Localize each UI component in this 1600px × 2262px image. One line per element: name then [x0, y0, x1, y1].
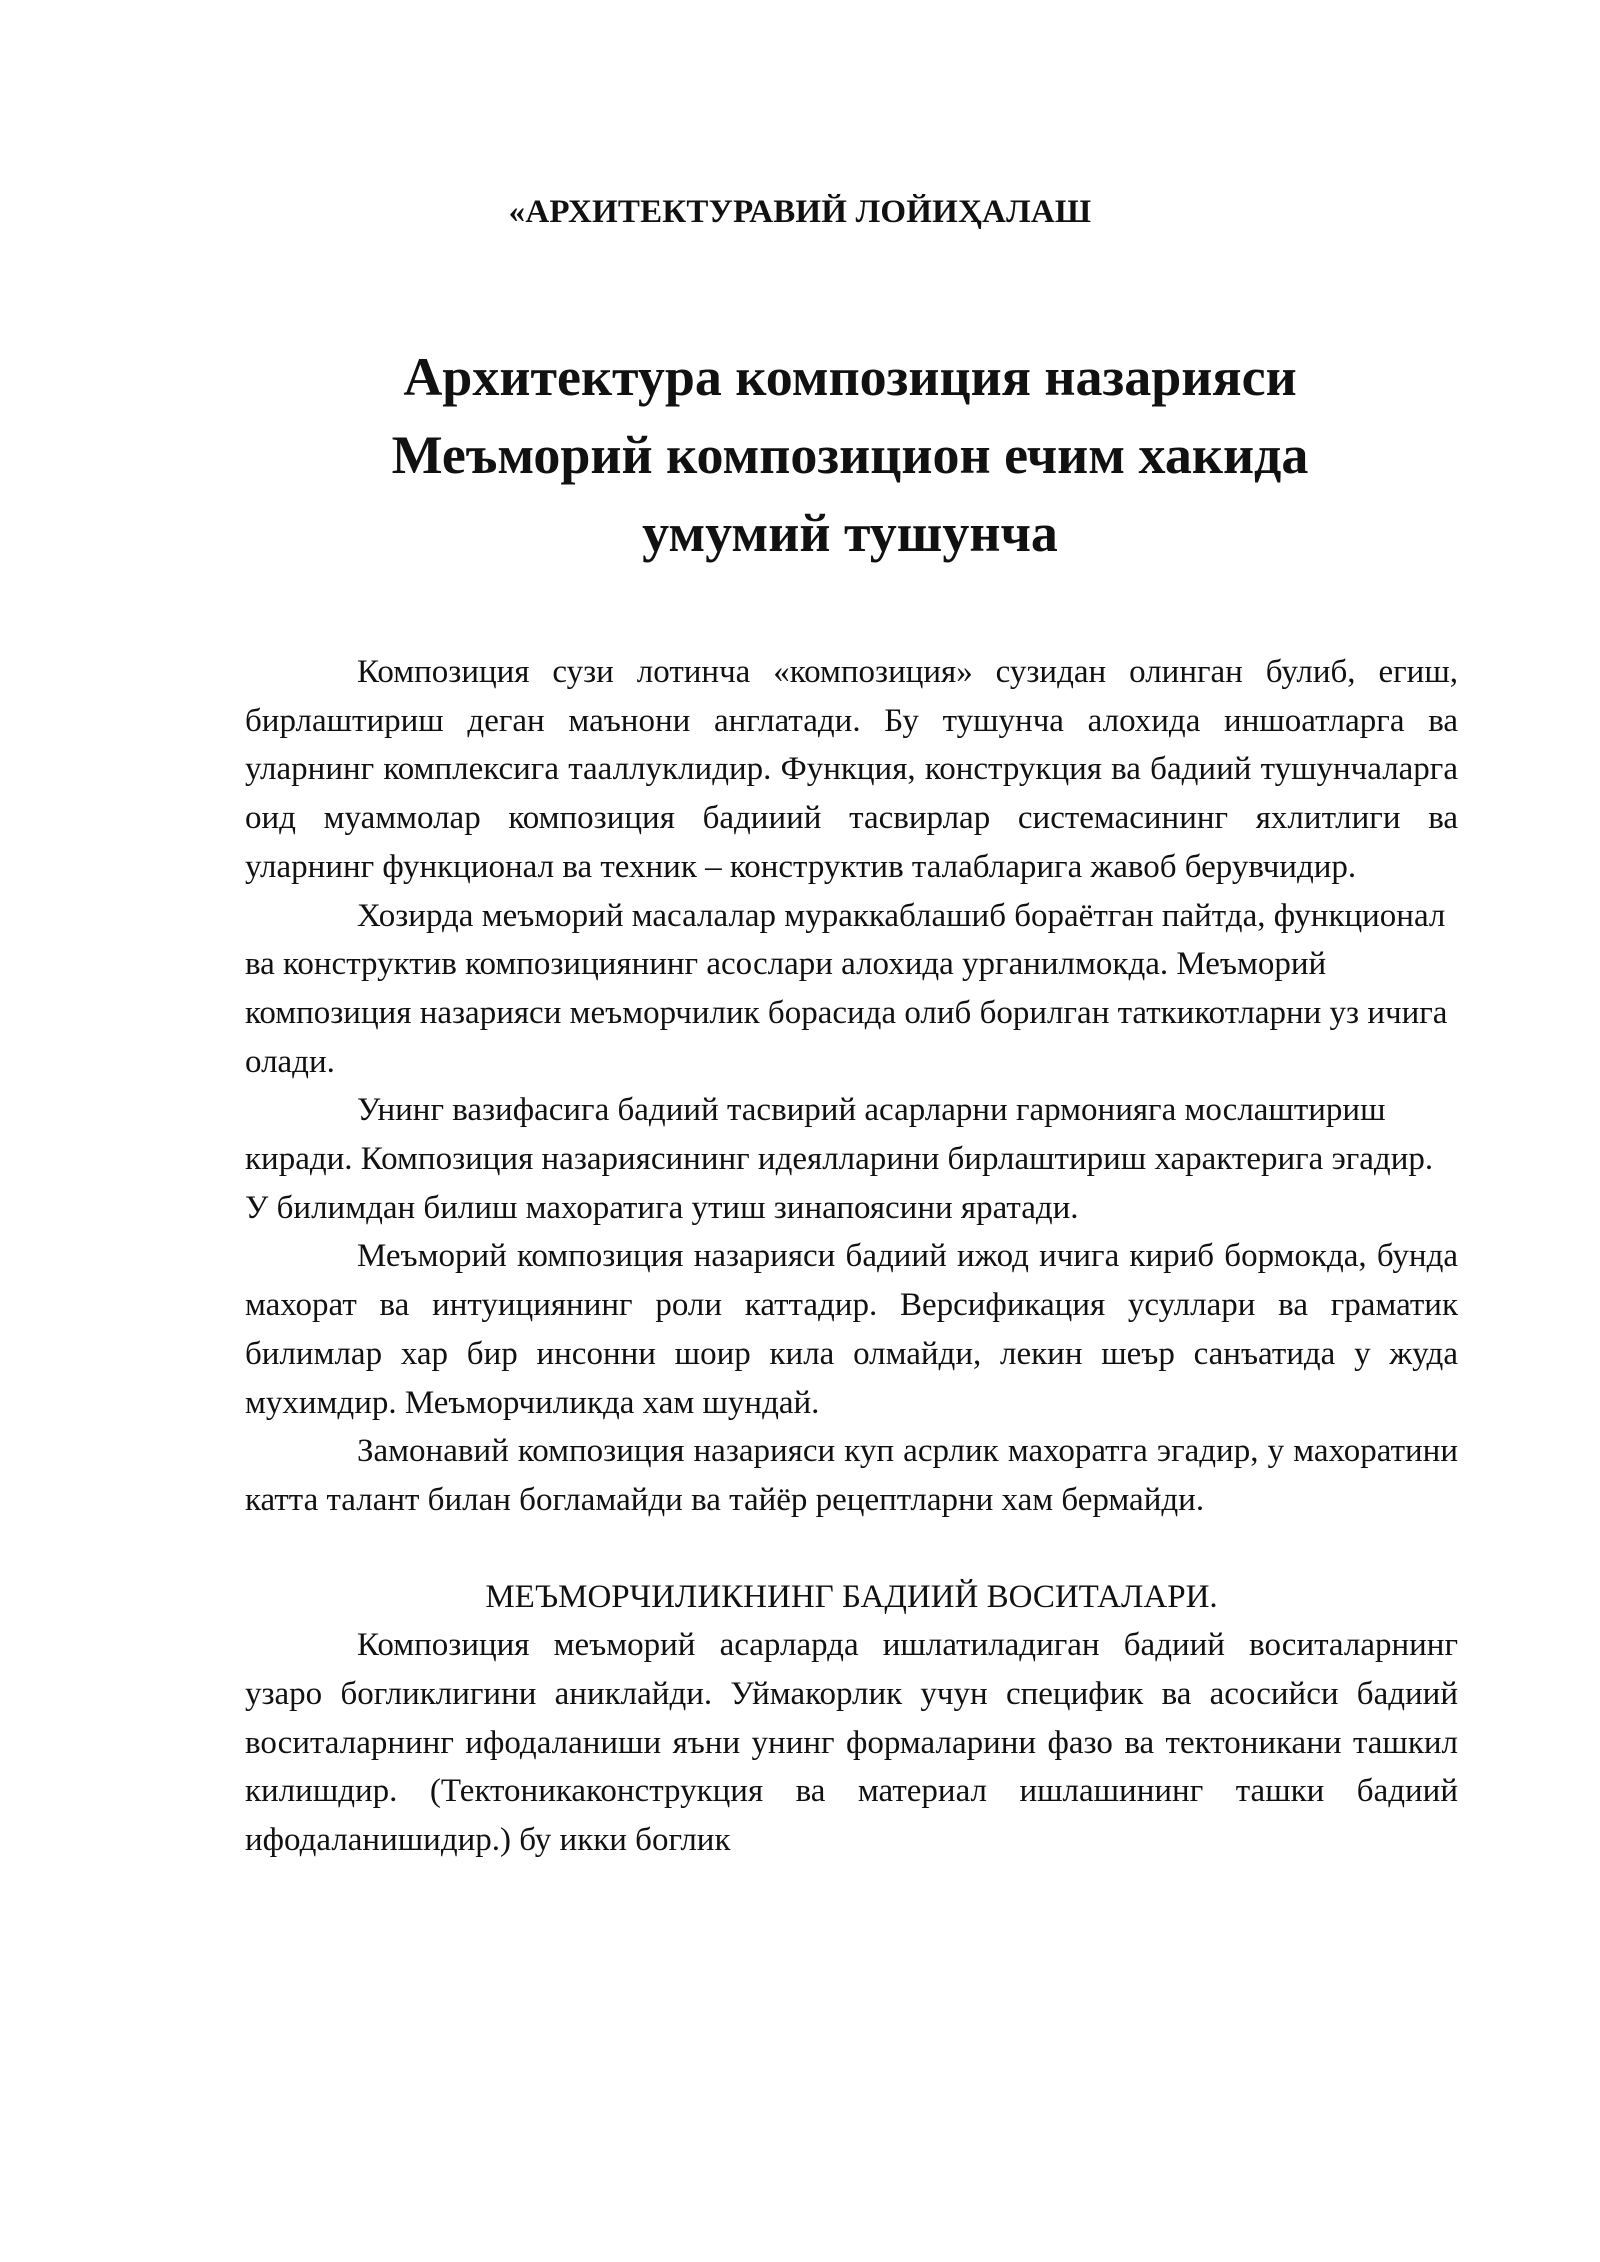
section-heading: МЕЪМОРЧИЛИКНИНГ БАДИИЙ ВОСИТАЛАРИ. — [485, 1578, 1218, 1615]
body-paragraph-5: Замонавий композиция назарияси куп асрлик махоратга эгадир, у махоратини катта талант билан богламайди ва тайёр рецептларни хам бермайди. — [245, 1433, 1458, 1518]
title-line-3: умумий тушунча — [642, 503, 1058, 563]
section-paragraph: Композиция меъморий асарларда ишлатиладиган бадиий воситаларнинг узаро богликлигини аниклайди. Уймакорлик учун специфик ва асосийси бадиий воситаларнинг ифодаланиши яъни унинг формаларини фазо ва тектоникани ташкил килишдир. (Тектоникаконструкция ва материал ишлашининг ташки бадиий ифодаланишидир.) бу икки боглик — [245, 1627, 1458, 1859]
document-body — [245, 648, 1458, 1865]
title-line-1: Архитектура композиция назарияси — [403, 347, 1297, 407]
document-title — [240, 338, 1460, 572]
body-paragraph-1: Композиция сузи лотинча «композиция» сузидан олинган булиб, егиш, бирлаштириш деган маънони англатади. Бу тушунча алохида иншоатларга ва уларнинг комплексига тааллуклидир. Функция, конструкция ва бадиий тушунчаларга оид муаммолар композиция бадииий тасвирлар системасининг яхлитлиги ва уларнинг функционал ва техник – конструктив талабларига жавоб берувчидир. — [245, 654, 1458, 885]
body-paragraph-4: Меъморий композиция назарияси бадиий ижод ичига кириб бормокда, бунда махорат ва интуициянинг роли каттадир. Версификация усуллари ва граматик билимлар хар бир инсонни шоир кила олмайди, лекин шеър санъатида у жуда мухимдир. Меъморчиликда хам шундай. — [245, 1238, 1458, 1421]
department-heading: «АРХИТЕКТУРАВИЙ ЛОЙИҲАЛАШ — [508, 194, 1092, 230]
body-paragraph-2: Хозирда меъморий масалалар мураккаблашиб бораётган пайтда, функционал ва конструктив композициянинг асослари алохида урганилмокда. Меъморий композиция назарияси меъморчилик борасида олиб борилган таткикотларни уз ичига олади. — [245, 897, 1448, 1080]
body-paragraph-3: Унинг вазифасига бадиий тасвирий асарларни гармонияга мослаштириш киради. Композиция назариясининг идеялларини бирлаштириш характерига эгадир. У билимдан билиш махоратига утиш зинапоясини яратади. — [245, 1092, 1434, 1226]
title-line-2: Меъморий композицион ечим хакида — [391, 425, 1309, 485]
